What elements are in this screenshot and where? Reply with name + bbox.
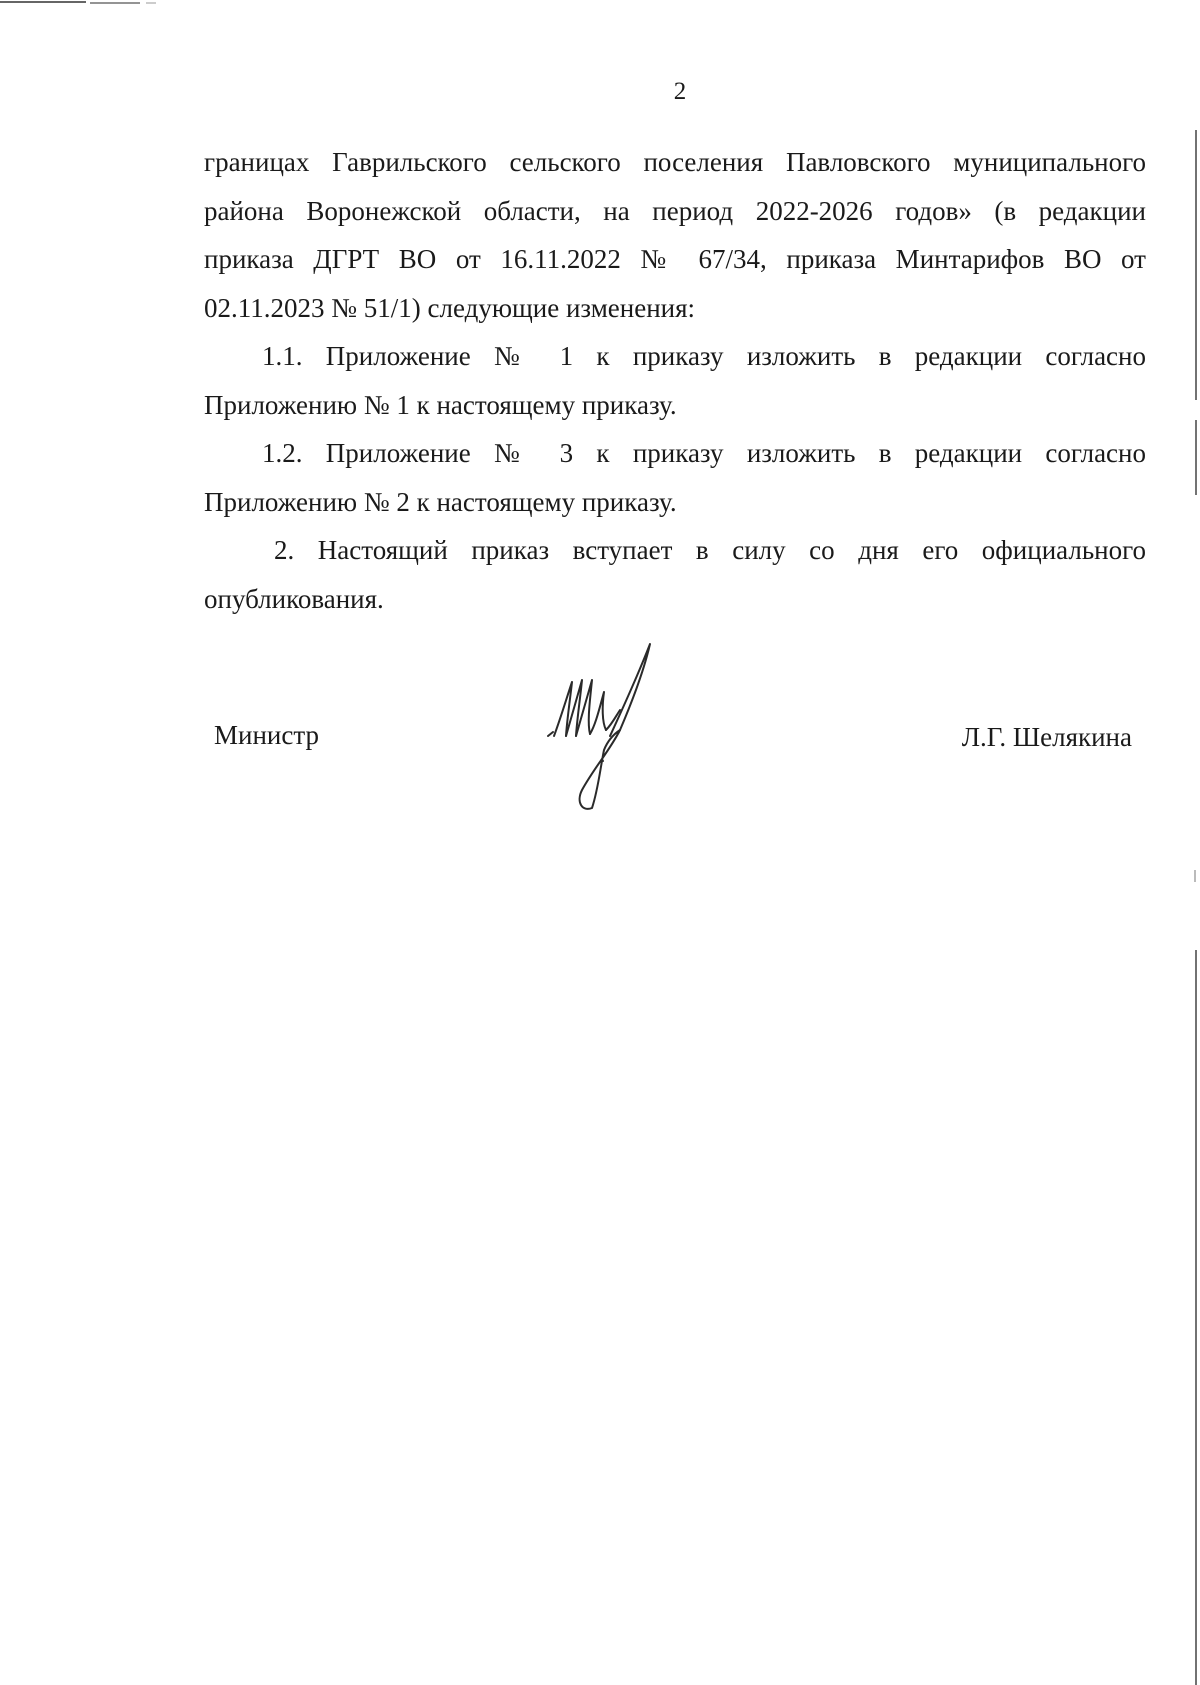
text-line: 2. Настоящий приказ вступает в силу со дня его официального — [274, 535, 1146, 565]
text-line: Приложению № 1 к настоящему приказу. — [204, 389, 677, 420]
signature-block — [0, 640, 1200, 820]
paragraph-item-2 — [204, 526, 1146, 623]
text-line: 1.1. Приложение № 1 к приказу изложить в редакции согласно — [262, 341, 1146, 371]
paragraph-item-1-1 — [204, 332, 1146, 429]
text-line: границах Гаврильского сельского поселения Павловского муниципального — [204, 147, 1146, 177]
scan-artifact-top — [0, 0, 160, 6]
signatory-title: Министр — [214, 720, 319, 750]
signatory-name: Л.Г. Шелякина — [961, 722, 1132, 752]
scan-artifact-edge — [1180, 0, 1200, 1685]
page-number: 2 — [673, 78, 687, 105]
paragraph-item-1-2 — [204, 429, 1146, 526]
text-line: приказа ДГРТ ВО от 16.11.2022 № 67/34, приказа Минтарифов ВО от — [204, 244, 1146, 274]
text-line: 1.2. Приложение № 3 к приказу изложить в редакции согласно — [262, 438, 1146, 468]
handwritten-signature — [540, 640, 690, 820]
paragraph-intro — [204, 138, 1146, 332]
text-line: 02.11.2023 № 51/1) следующие изменения: — [204, 292, 696, 323]
document-body — [204, 138, 1146, 623]
text-line: Приложению № 2 к настоящему приказу. — [204, 486, 677, 517]
text-line: опубликования. — [204, 583, 384, 614]
text-line: района Воронежской области, на период 2022-2026 годов» (в редакции — [204, 195, 1146, 226]
